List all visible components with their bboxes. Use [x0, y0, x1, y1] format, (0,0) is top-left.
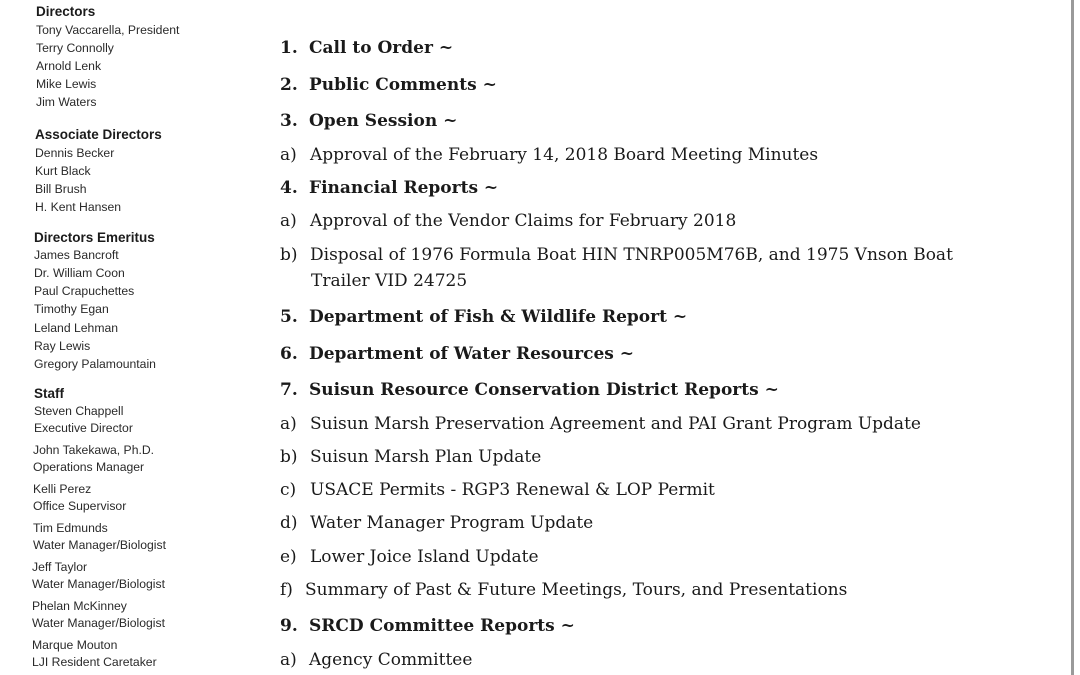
director-emeritus-name: Paul Crapuchettes	[34, 284, 135, 298]
item-title: SRCD Committee Reports ~	[309, 616, 575, 636]
item-letter: b)	[280, 245, 298, 265]
agenda-subitem	[280, 580, 847, 600]
staff-name: Marque Mouton	[32, 638, 118, 652]
item-title: Call to Order ~	[309, 38, 454, 58]
staff-role: Water Manager/Biologist	[32, 616, 165, 630]
staff-name: Kelli Perez	[33, 482, 92, 496]
item-letter: a)	[280, 145, 297, 165]
item-letter: f)	[280, 580, 293, 600]
agenda-subitem	[280, 513, 593, 533]
staff-role: Operations Manager	[33, 460, 145, 474]
director-name: Arnold Lenk	[36, 59, 102, 73]
item-title: Suisun Marsh Preservation Agreement and PAI Grant Program Update	[310, 414, 921, 434]
director-name: Mike Lewis	[36, 77, 97, 91]
staff-name: Steven Chappell	[34, 404, 124, 418]
item-number: 7.	[280, 380, 298, 400]
item-title: Open Session ~	[309, 111, 458, 131]
item-letter: c)	[280, 480, 297, 500]
agenda-subitem	[280, 547, 539, 567]
item-letter: a)	[280, 650, 297, 670]
director-emeritus-name: Gregory Palamountain	[34, 357, 156, 371]
director-name: Tony Vaccarella, President	[36, 23, 180, 37]
agenda-subitem	[280, 414, 921, 434]
staff-role: Water Manager/Biologist	[32, 577, 165, 591]
item-number: 3.	[280, 111, 298, 131]
associate-director-name: Kurt Black	[35, 164, 91, 178]
associate-directors-heading: Associate Directors	[35, 127, 162, 142]
staff-name: Jeff Taylor	[32, 560, 88, 574]
item-title: Suisun Resource Conservation District Reports ~	[309, 380, 779, 400]
agenda-item	[280, 111, 457, 131]
agenda-item	[280, 616, 575, 636]
item-title: Water Manager Program Update	[310, 513, 594, 533]
item-title: Agency Committee	[309, 650, 473, 670]
associate-director-name: Bill Brush	[35, 182, 87, 196]
item-title: Disposal of 1976 Formula Boat HIN TNRP005M76B, and 1975 Vnson Boat	[310, 245, 953, 265]
agenda-subitem	[280, 650, 472, 670]
directors-emeritus-heading: Directors Emeritus	[34, 230, 155, 245]
agenda-subitem	[280, 211, 736, 231]
item-number: 5.	[280, 307, 298, 327]
staff-name: Tim Edmunds	[33, 521, 108, 535]
associate-director-name: H. Kent Hansen	[35, 200, 122, 214]
directors-heading: Directors	[36, 4, 96, 19]
item-number: 2.	[280, 75, 298, 95]
director-emeritus-name: Timothy Egan	[34, 302, 109, 316]
item-letter: d)	[280, 513, 298, 533]
item-title: Lower Joice Island Update	[310, 547, 539, 567]
staff-role: Water Manager/Biologist	[33, 538, 166, 552]
director-emeritus-name: Dr. William Coon	[34, 266, 125, 280]
associate-director-name: Dennis Becker	[35, 146, 115, 160]
staff-name: Phelan McKinney	[32, 599, 127, 613]
item-title: USACE Permits - RGP3 Renewal & LOP Permit	[310, 480, 715, 500]
item-title: Approval of the Vendor Claims for February 2018	[310, 211, 737, 231]
item-title: Suisun Marsh Plan Update	[310, 447, 542, 467]
staff-name: John Takekawa, Ph.D.	[33, 443, 155, 457]
director-emeritus-name: Ray Lewis	[34, 339, 91, 353]
agenda-item	[280, 307, 687, 327]
page-edge-divider	[1071, 0, 1074, 675]
agenda-subitem	[280, 145, 818, 165]
item-number: 4.	[280, 178, 298, 198]
item-title: Approval of the February 14, 2018 Board Meeting Minutes	[310, 145, 819, 165]
item-title: Summary of Past & Future Meetings, Tours, and Presentations	[305, 580, 848, 600]
item-title: Department of Water Resources ~	[309, 344, 635, 364]
item-letter: e)	[280, 547, 297, 567]
item-title: Financial Reports ~	[309, 178, 499, 198]
director-emeritus-name: James Bancroft	[34, 248, 119, 262]
item-title: Department of Fish & Wildlife Report ~	[309, 307, 688, 327]
staff-role: Office Supervisor	[33, 499, 127, 513]
item-letter: a)	[280, 414, 297, 434]
staff-heading: Staff	[34, 386, 64, 401]
agenda-item	[280, 75, 497, 95]
item-number: 6.	[280, 344, 298, 364]
staff-role: Executive Director	[34, 421, 133, 435]
item-number: 1.	[280, 38, 298, 58]
director-name: Jim Waters	[36, 95, 97, 109]
agenda-item	[280, 38, 453, 58]
item-title: Public Comments ~	[309, 75, 497, 95]
agenda-subitem	[280, 447, 541, 467]
item-letter: b)	[280, 447, 298, 467]
director-name: Terry Connolly	[36, 41, 114, 55]
agenda-subitem-continuation: Trailer VID 24725	[311, 271, 468, 291]
agenda-subitem	[280, 480, 715, 500]
item-letter: a)	[280, 211, 297, 231]
agenda-item	[280, 380, 779, 400]
agenda-item	[280, 178, 498, 198]
item-number: 9.	[280, 616, 298, 636]
agenda-item	[280, 344, 634, 364]
agenda-subitem	[280, 245, 953, 265]
director-emeritus-name: Leland Lehman	[34, 321, 119, 335]
staff-role: LJI Resident Caretaker	[32, 655, 157, 669]
